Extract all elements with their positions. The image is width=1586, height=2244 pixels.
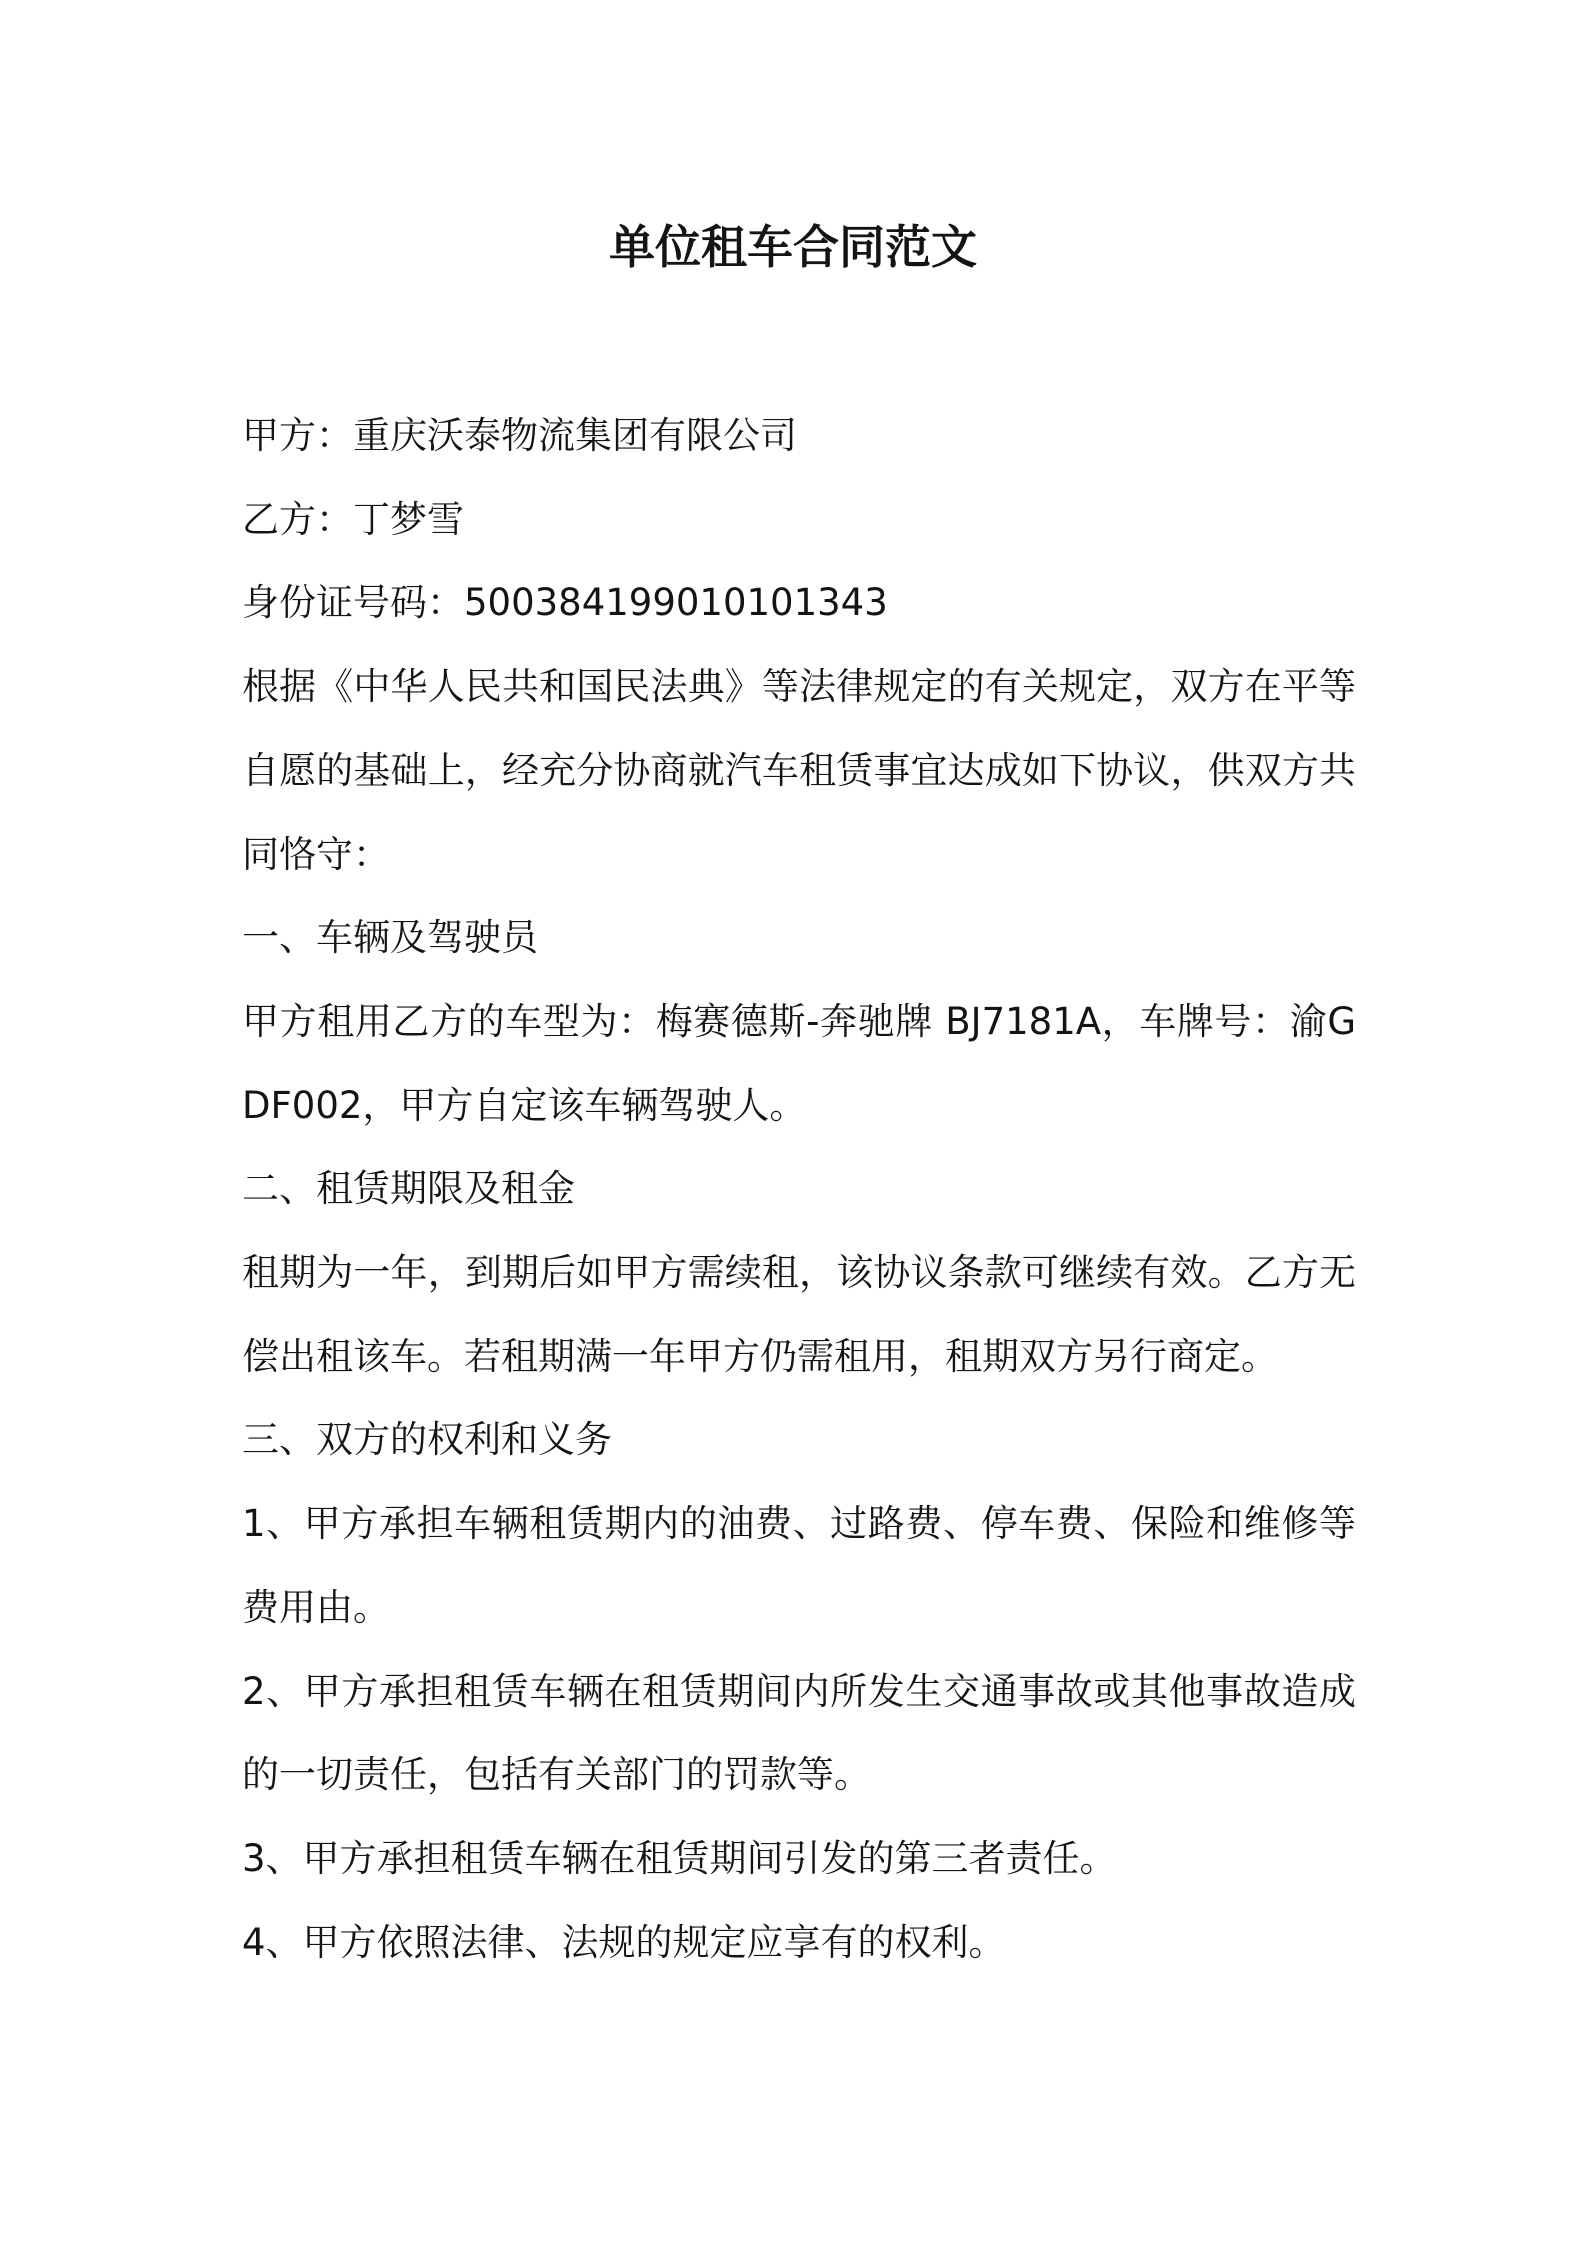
- vehicle-clause: 甲方租用乙方的车型为：梅赛德斯-奔驰牌 BJ7181A，车牌号：渝GDF002，甲方自定该车辆驾驶人。: [242, 999, 1356, 1127]
- rights-clause-4: 4、甲方依照法律、法规的规定应享有的权利。: [242, 1920, 1006, 1964]
- rights-clause-2: 2、甲方承担租赁车辆在租赁期间内所发生交通事故或其他事故造成的一切责任，包括有关部门的罚款等。: [242, 1669, 1356, 1797]
- rights-clause-1: 1、甲方承担车辆租赁期内的油费、过路费、停车费、保险和维修等费用由。: [242, 1502, 1356, 1629]
- id-number: 身份证号码：500384199010101343: [242, 581, 888, 625]
- party-a: 甲方：重庆沃泰物流集团有限公司: [242, 414, 797, 457]
- rights-clause-3: 3、甲方承担租赁车辆在租赁期间引发的第三者责任。: [242, 1836, 1117, 1880]
- party-b: 乙方：丁梦雪: [242, 497, 464, 541]
- term-clause: 租期为一年，到期后如甲方需续租，该协议条款可继续有效。乙方无偿出租该车。若租期满一年甲方仍需租用，租期双方另行商定。: [242, 1251, 1356, 1378]
- section-heading-vehicle: 一、车辆及驾驶员: [242, 916, 538, 960]
- preamble: 根据《中华人民共和国民法典》等法律规定的有关规定，双方在平等自愿的基础上，经充分协商就汽车租赁事宜达成如下协议，供双方共同恪守：: [242, 665, 1356, 876]
- document-title: 单位租车合同范文: [609, 220, 977, 274]
- document-body: [242, 394, 1356, 1984]
- section-heading-rights: 三、双方的权利和义务: [242, 1418, 612, 1462]
- section-heading-term: 二、租赁期限及租金: [242, 1167, 575, 1211]
